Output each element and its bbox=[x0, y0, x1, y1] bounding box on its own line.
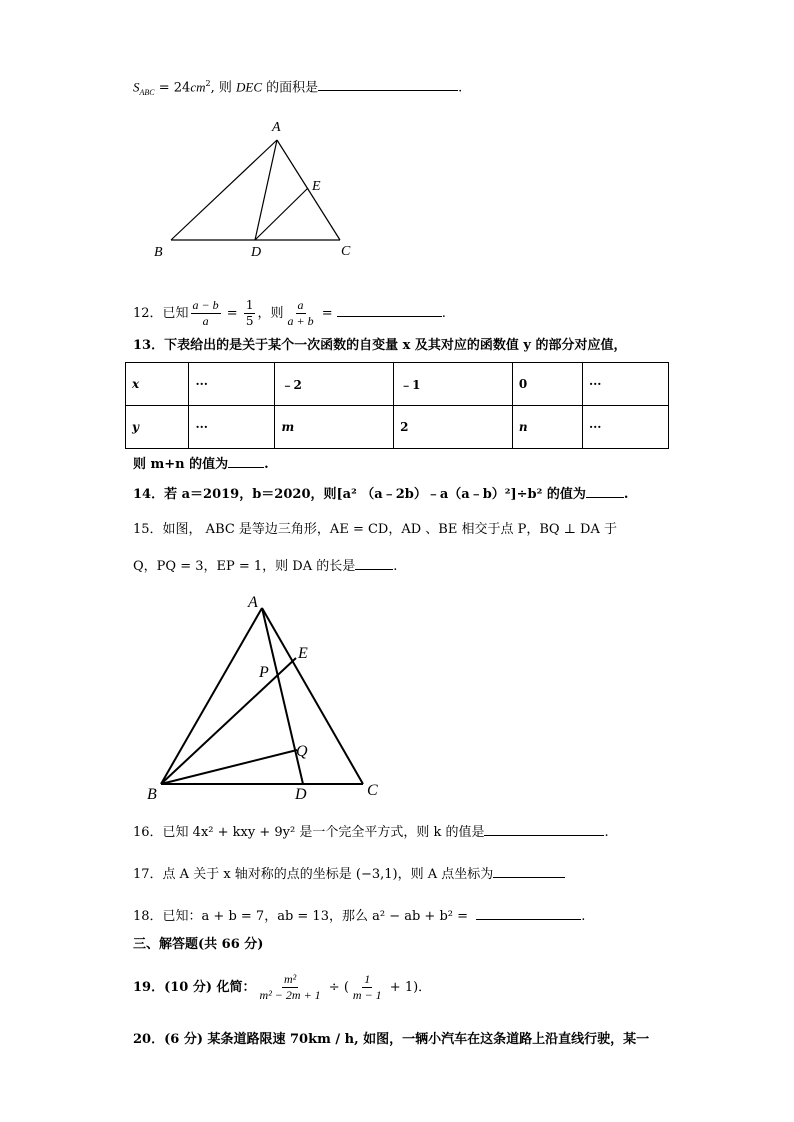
table-cell: 2 bbox=[394, 406, 513, 449]
table-row bbox=[126, 406, 669, 449]
question-13: 13．下表给出的是关于某个一次函数的自变量 x 及其对应的函数值 y 的部分对应值， bbox=[133, 338, 627, 353]
question-13-answer: 则 m+n 的值为 . bbox=[133, 454, 269, 475]
question-16: 16．已知 4x² + kxy + 9y² 是一个完全平方式，则 k 的值是 . bbox=[133, 822, 609, 843]
answer-blank bbox=[355, 556, 393, 570]
table-cell: ··· bbox=[582, 406, 668, 449]
label-b: B bbox=[147, 786, 157, 803]
answer-blank bbox=[318, 77, 458, 91]
side-ac bbox=[277, 140, 340, 240]
question-15-line-2: Q，PQ = 3，EP = 1，则 DA 的长是 . bbox=[133, 556, 397, 577]
question-19: 19．(10 分) 化简： $\frac{\text{m²}}{\text{m² − 2m + 1}}$ ÷ ( $\frac{1}{m - 1}$ + 1)． bbox=[133, 972, 432, 1002]
label-c: C bbox=[367, 782, 378, 799]
answer-blank bbox=[476, 906, 581, 920]
label-a: A bbox=[248, 594, 258, 611]
question-20: 20．(6 分) 某条道路限速 70km / h, 如图，一辆小汽车在这条道路上沿直线行驶，某一 bbox=[133, 1032, 650, 1047]
segment-bq bbox=[161, 750, 297, 784]
question-12: 12．已知 $\frac{a - b}{a}$ = $\frac{1}{5}$ ，则 $\frac{a}{a + b}$ = . bbox=[133, 298, 446, 328]
label-d: D bbox=[251, 245, 262, 260]
table-cell: 0 bbox=[512, 363, 582, 406]
label-b: B bbox=[154, 245, 163, 260]
table-row bbox=[126, 363, 669, 406]
triangle-figure-2 bbox=[140, 585, 390, 810]
table-cell: x bbox=[126, 363, 189, 406]
question-18: 18．已知：a + b = 7，ab = 13，那么 a² − ab + b² = . bbox=[133, 906, 585, 927]
section-heading: 三、解答题(共 66 分) bbox=[133, 937, 264, 952]
answer-blank bbox=[337, 303, 442, 317]
top-line: $S_{ABC} = 24cm^2$, 则 DEC 的面积是 . bbox=[133, 79, 463, 97]
side-ab bbox=[161, 608, 262, 784]
label-q: Q bbox=[296, 743, 308, 760]
value-table bbox=[125, 362, 669, 449]
label-d: D bbox=[295, 786, 307, 803]
triangle-figure-1 bbox=[140, 115, 380, 265]
table-cell: y bbox=[126, 406, 189, 449]
table-cell: ··· bbox=[582, 363, 668, 406]
segment-be bbox=[161, 658, 296, 784]
label-e: E bbox=[298, 645, 308, 662]
table-cell: m bbox=[275, 406, 394, 449]
table-cell: ﹣2 bbox=[275, 363, 394, 406]
label-a: A bbox=[272, 120, 281, 135]
answer-blank bbox=[484, 822, 604, 836]
label-p: P bbox=[259, 664, 269, 681]
side-ab bbox=[171, 140, 277, 240]
answer-blank bbox=[493, 864, 565, 878]
segment-de bbox=[255, 188, 308, 240]
table-cell: ··· bbox=[189, 363, 275, 406]
side-ac bbox=[262, 608, 363, 784]
question-14: 14．若 a＝2019，b＝2020，则[a² （a﹣2b）﹣a（a﹣b）²]÷b² 的值为 . bbox=[133, 484, 628, 505]
table-cell: ﹣1 bbox=[394, 363, 513, 406]
table-cell: ··· bbox=[189, 406, 275, 449]
answer-blank bbox=[228, 454, 264, 468]
question-15-line-1: 15．如图， ABC 是等边三角形，AE = CD，AD 、BE 相交于点 P，BQ ⊥ DA 于 bbox=[133, 522, 617, 537]
answer-blank bbox=[586, 484, 624, 498]
segment-ad bbox=[255, 140, 277, 240]
label-e: E bbox=[312, 179, 321, 194]
label-c: C bbox=[341, 244, 351, 259]
question-17: 17．点 A 关于 x 轴对称的点的坐标是 (−3,1)，则 A 点坐标为 bbox=[133, 864, 565, 885]
table-cell: n bbox=[512, 406, 582, 449]
